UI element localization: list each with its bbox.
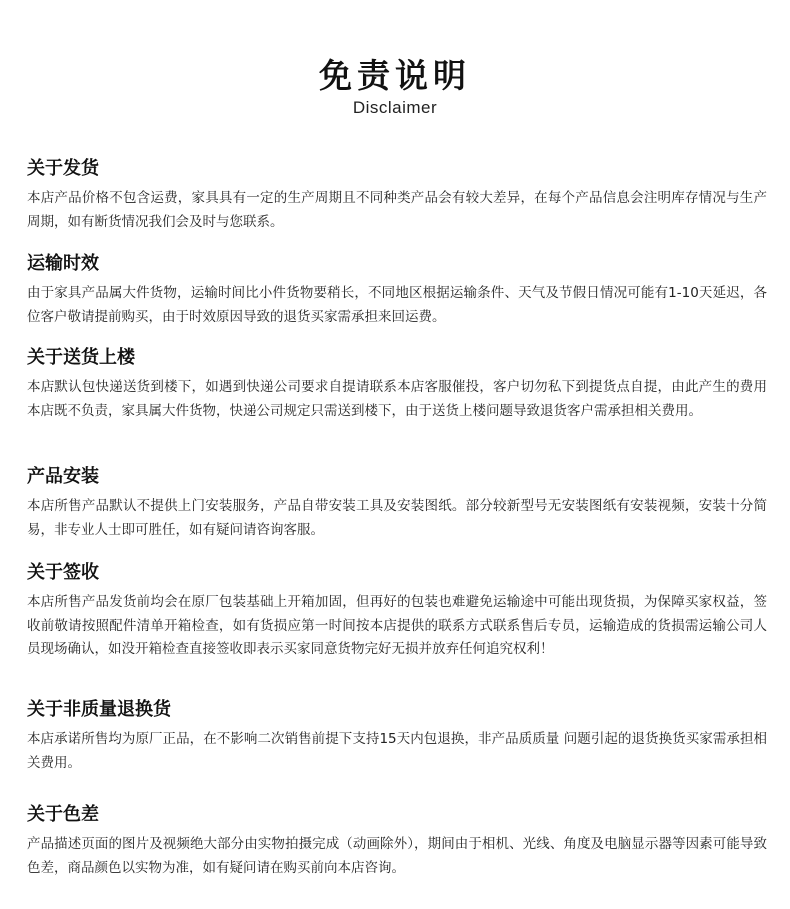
section-title: 关于送货上楼 [27,347,135,368]
section-upstairs-delivery [27,346,767,423]
section-body: 本店默认包快递送货到楼下，如遇到快递公司要求自提请联系本店客服催投，客户切勿私下到提货点自提，由此产生的费用本店既不负责，家具属大件货物，快递公司规定只需送到楼下，由于送货上楼问题导致退货客户需承担相关费用。 [27,379,767,419]
section-body: 本店所售产品默认不提供上门安装服务，产品自带安装工具及安装图纸。部分较新型号无安装图纸有安装视频，安装十分简易，非专业人士即可胜任，如有疑问请咨询客服。 [27,498,767,538]
section-signing [27,561,767,662]
page-header [0,56,790,118]
section-title: 关于非质量退换货 [27,699,171,720]
section-title: 运输时效 [27,253,99,274]
section-color-difference [27,803,767,880]
section-transit-time [27,252,767,329]
section-body: 本店所售产品发货前均会在原厂包装基础上开箱加固，但再好的包装也难避免运输途中可能出现货损，为保障买家权益，签收前敬请按照配件清单开箱检查，如有货损应第一时间按本店提供的联系方式联系售后专员，运输造成的货损需运输公司人员现场确认，如没开箱检查直接签收即表示买家同意货物完好无损并放弃任何追究权利！ [27,594,767,657]
page-subtitle: Disclaimer [352,98,438,117]
section-body: 本店产品价格不包含运费，家具具有一定的生产周期且不同种类产品会有较大差异，在每个产品信息会注明库存情况与生产周期，如有断货情况我们会及时与您联系。 [27,190,767,230]
section-body: 本店承诺所售均为原厂正品，在不影响二次销售前提下支持15天内包退换，非产品质质量 问题引起的退货换货买家需承担相关费用。 [27,731,767,771]
section-installation [27,465,767,542]
section-title: 关于发货 [27,158,99,179]
section-shipping [27,157,767,234]
section-title: 关于色差 [27,804,99,825]
page-title: 免责说明 [319,56,471,95]
section-non-quality-returns [27,698,767,775]
section-body: 产品描述页面的图片及视频绝大部分由实物拍摄完成（动画除外），期间由于相机、光线、角度及电脑显示器等因素可能导致色差，商品颜色以实物为准，如有疑问请在购买前向本店咨询。 [27,836,767,876]
section-title: 关于签收 [27,562,99,583]
section-title: 产品安装 [27,466,99,487]
section-body: 由于家具产品属大件货物，运输时间比小件货物要稍长，不同地区根据运输条件、天气及节假日情况可能有1-10天延迟，各位客户敬请提前购买，由于时效原因导致的退货买家需承担来回运费。 [27,285,767,325]
